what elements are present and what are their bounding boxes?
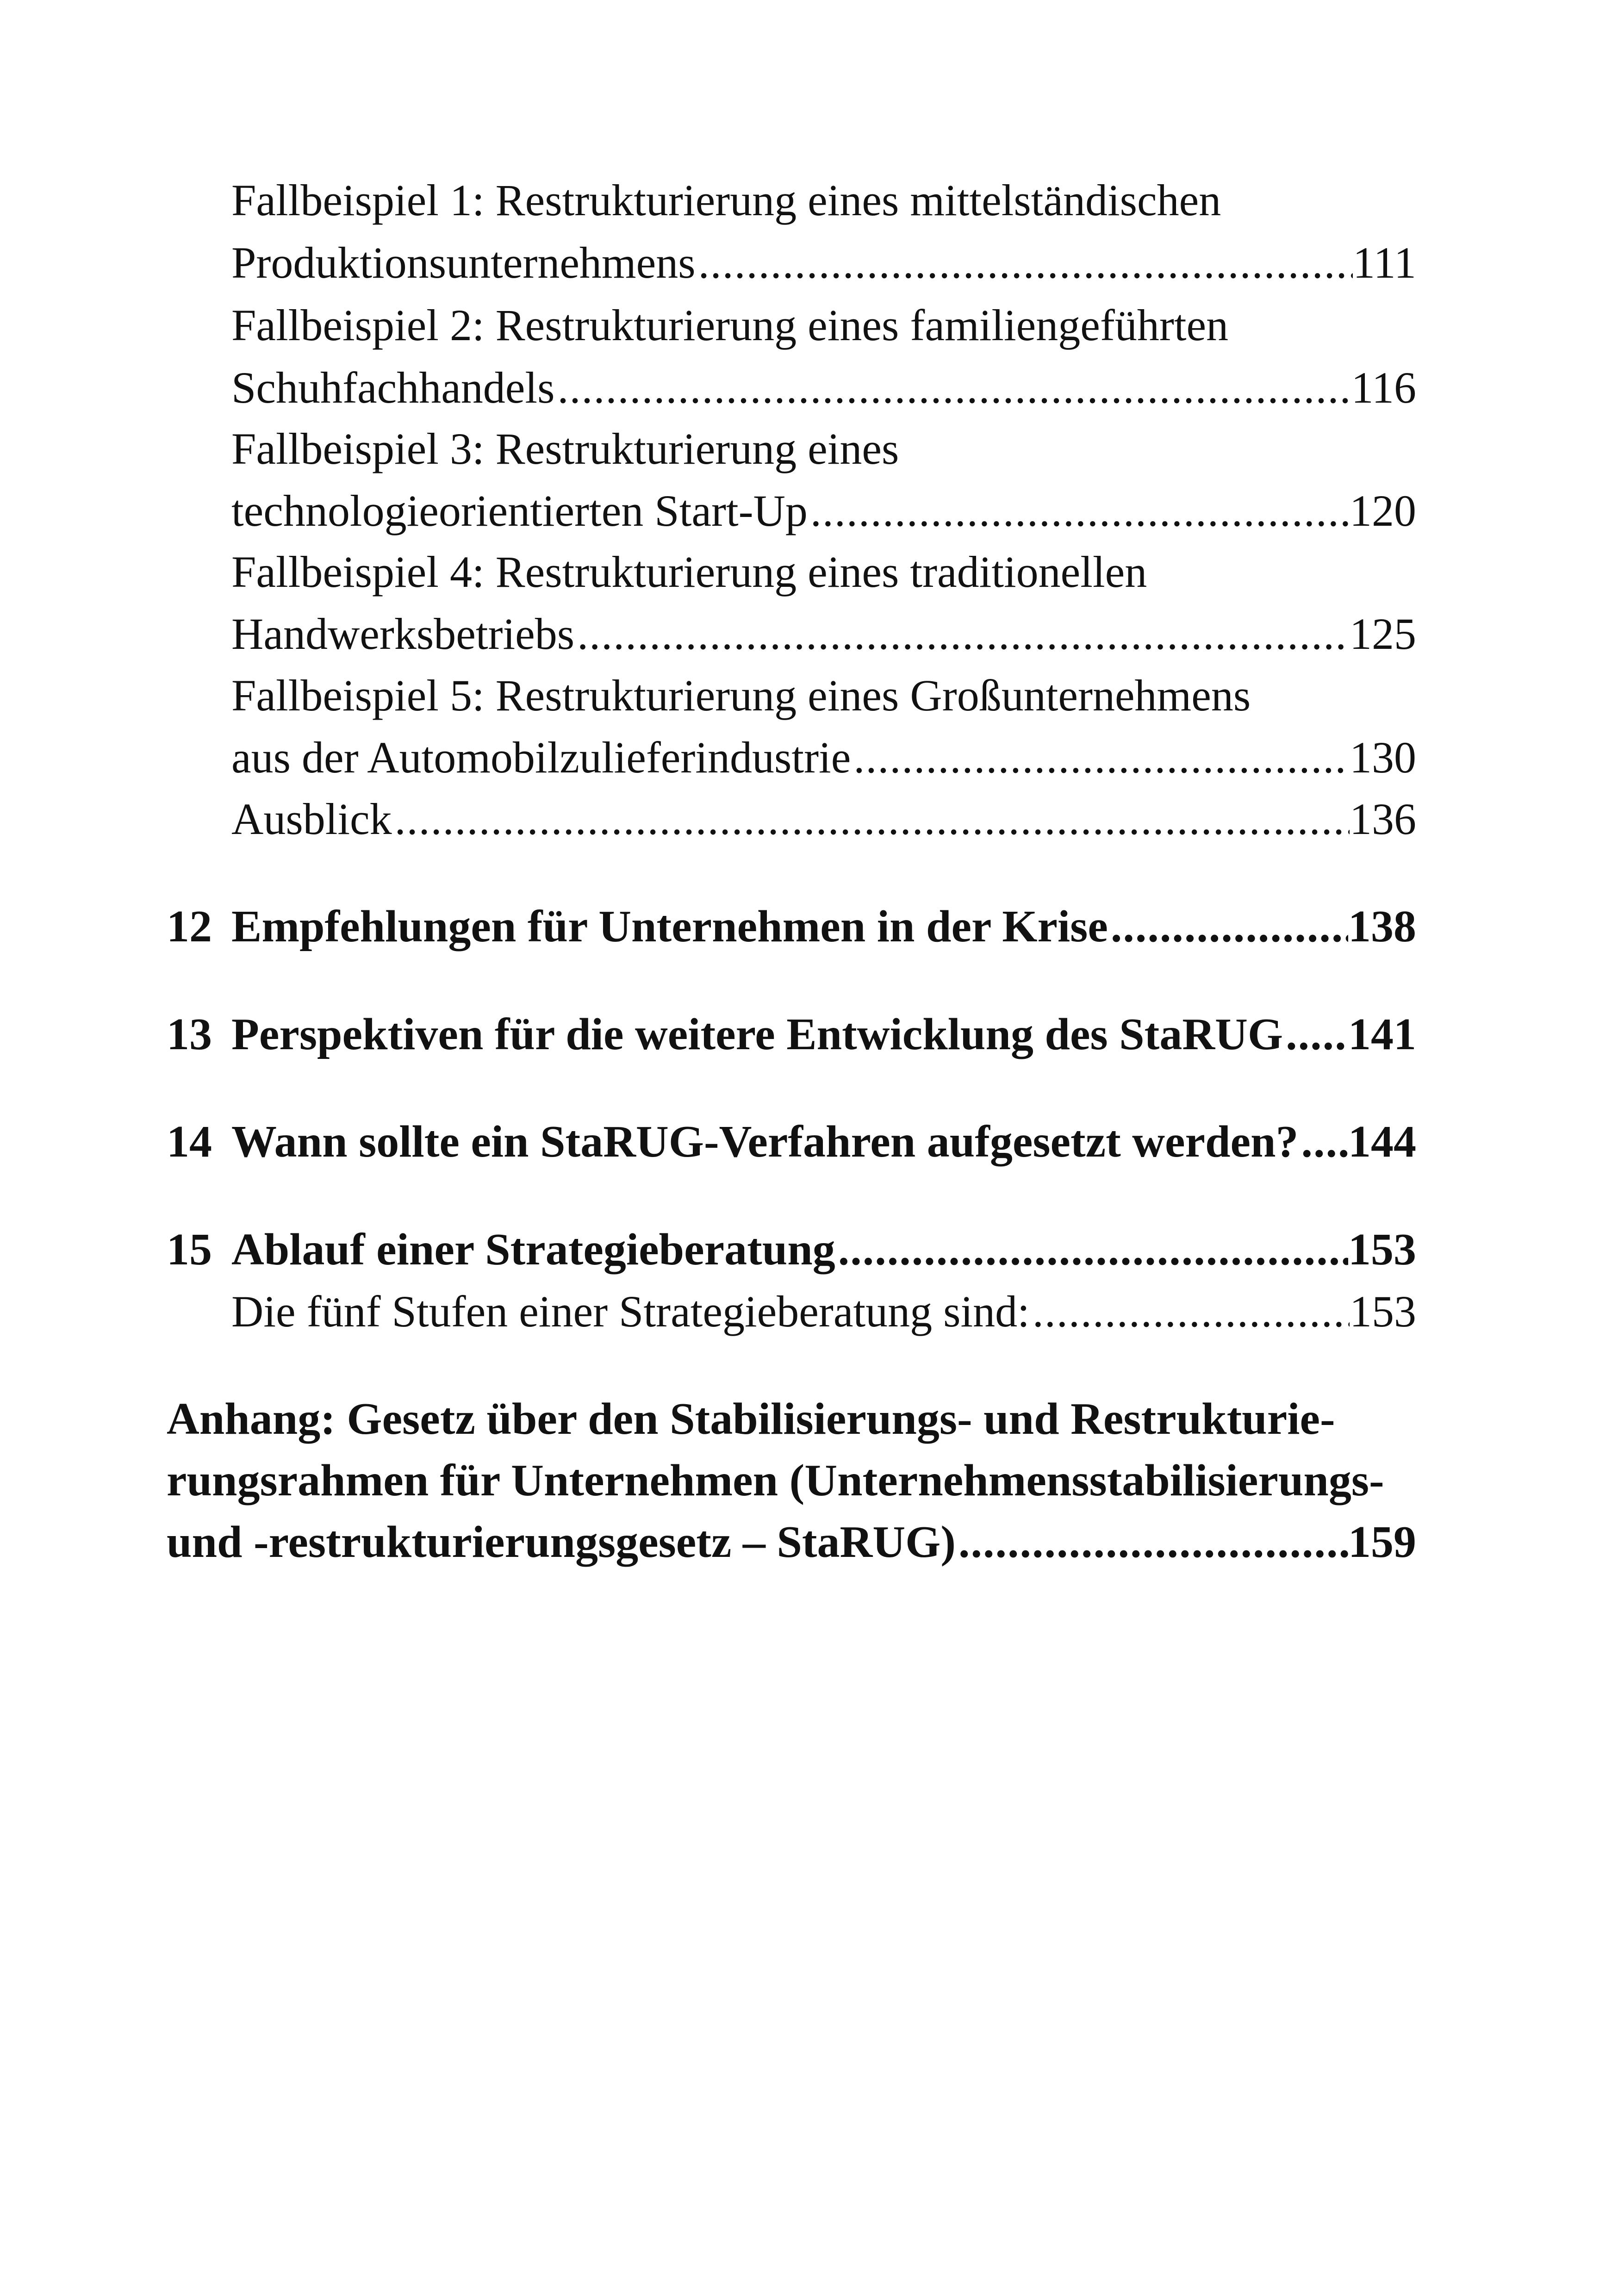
- chapter-number: 13: [167, 1009, 212, 1059]
- toc-entry-fallbeispiel-3-line2: [231, 479, 1416, 542]
- toc-anhang-line1: [167, 1388, 1416, 1450]
- dot-leader: [554, 356, 1351, 419]
- dot-leader: [956, 1511, 1348, 1574]
- toc-entry-title: Handwerksbetriebs: [231, 609, 575, 659]
- page-number: 111: [1353, 238, 1416, 287]
- page-number: 130: [1350, 733, 1416, 782]
- dot-leader: [1283, 1003, 1348, 1066]
- toc-entry-title: Ausblick: [231, 794, 392, 844]
- dot-leader: [1299, 1111, 1348, 1173]
- page-number: 159: [1348, 1517, 1416, 1567]
- toc-entry-title: Fallbeispiel 5: Restrukturierung eines Großunternehmens: [231, 671, 1251, 720]
- chapter-title: Wann sollte ein StaRUG-Verfahren aufgesetzt werden?: [231, 1117, 1299, 1167]
- page-number: 120: [1350, 486, 1416, 535]
- toc-entry-title: Fallbeispiel 4: Restrukturierung eines traditionellen: [231, 547, 1147, 597]
- toc-entry-title: Fallbeispiel 3: Restrukturierung eines: [231, 424, 899, 473]
- toc-entry-fallbeispiel-5-line2: [231, 726, 1416, 789]
- chapter-number: 15: [167, 1225, 212, 1275]
- toc-entry-title: Fallbeispiel 1: Restrukturierung eines mittelständischen: [231, 175, 1221, 225]
- toc-entry-title: Die fünf Stufen einer Strategieberatung sind:: [231, 1287, 1030, 1336]
- anhang-title: und -restrukturierungsgesetz – StaRUG): [167, 1517, 956, 1567]
- toc-anhang-line3: [167, 1511, 1416, 1574]
- toc-entry-stufen: [231, 1280, 1416, 1343]
- page-number: 116: [1351, 363, 1416, 412]
- toc-entry-fallbeispiel-1-line1: [231, 169, 1416, 231]
- dot-leader: [1030, 1280, 1350, 1343]
- toc-entry-fallbeispiel-5-line1: [231, 664, 1416, 727]
- toc-entry-fallbeispiel-4-line1: [231, 541, 1416, 603]
- toc-entry-title: technologieorientierten Start-Up: [231, 486, 808, 535]
- page-number: 153: [1350, 1287, 1416, 1336]
- toc-entry-fallbeispiel-3-line1: [231, 417, 1416, 480]
- toc-chapter-14: [167, 1111, 1416, 1173]
- dot-leader: [696, 231, 1353, 294]
- page-number: 144: [1348, 1117, 1416, 1167]
- dot-leader: [808, 479, 1350, 542]
- toc-entry-title: Produktionsunternehmens: [231, 238, 696, 287]
- page-number: 138: [1348, 902, 1416, 952]
- anhang-title: rungsrahmen für Unternehmen (Unternehmensstabilisierungs-: [167, 1456, 1384, 1506]
- page-number: 125: [1350, 609, 1416, 659]
- dot-leader: [835, 1219, 1348, 1281]
- chapter-title: Ablauf einer Strategieberatung: [231, 1225, 835, 1275]
- dot-leader: [851, 726, 1350, 789]
- chapter-title: Empfehlungen für Unternehmen in der Krise: [231, 902, 1108, 952]
- toc-chapter-13: [167, 1003, 1416, 1066]
- toc-entry-title: Schuhfachhandels: [231, 363, 555, 412]
- anhang-title: Anhang: Gesetz über den Stabilisierungs- und Restrukturie-: [167, 1394, 1335, 1444]
- toc-chapter-15: [167, 1219, 1416, 1281]
- chapter-title: Perspektiven für die weitere Entwicklung des StaRUG: [231, 1009, 1283, 1059]
- dot-leader: [1108, 896, 1348, 958]
- page-number: 136: [1350, 794, 1416, 844]
- page-number: 141: [1348, 1009, 1416, 1059]
- toc-entry-ausblick: [231, 788, 1416, 850]
- chapter-number: 14: [167, 1117, 212, 1167]
- toc-chapter-12: [167, 896, 1416, 958]
- toc-entry-fallbeispiel-2-line1: [231, 294, 1416, 356]
- toc-entry-fallbeispiel-2-line2: [231, 356, 1416, 419]
- toc-entry-title: Fallbeispiel 2: Restrukturierung eines familiengeführten: [231, 300, 1229, 350]
- chapter-number: 12: [167, 902, 212, 952]
- dot-leader: [574, 603, 1350, 665]
- dot-leader: [392, 788, 1350, 850]
- toc-entry-title: aus der Automobilzulieferindustrie: [231, 733, 851, 782]
- toc-entry-fallbeispiel-4-line2: [231, 603, 1416, 665]
- toc-entry-fallbeispiel-1-line2: [231, 231, 1416, 294]
- page-number: 153: [1348, 1225, 1416, 1275]
- toc-anhang-line2: [167, 1450, 1416, 1512]
